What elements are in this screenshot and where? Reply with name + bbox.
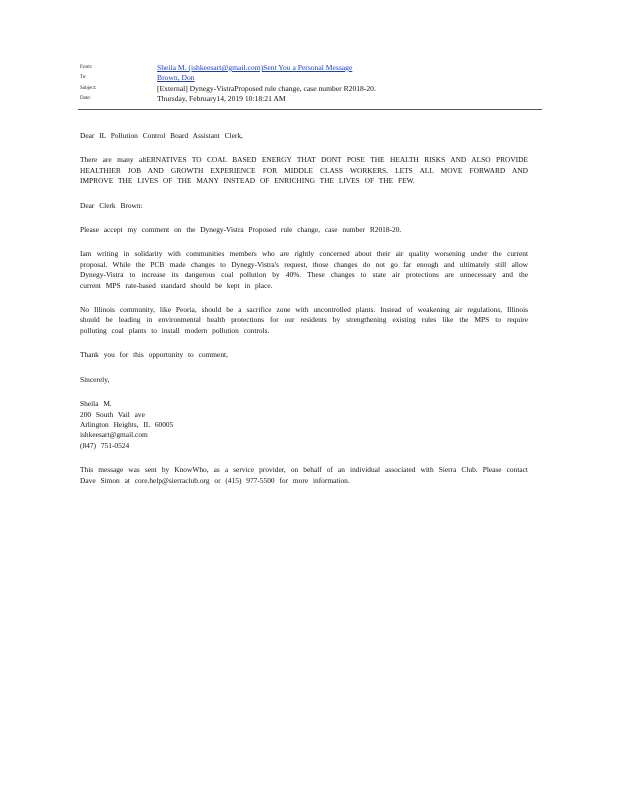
signature-street: 200 South Vail ave: [80, 409, 145, 419]
subject-value: [External] Dynegy-VistraProposed rule change, case number R2018-20.: [157, 84, 376, 93]
to-value-link[interactable]: Brown, Don: [157, 73, 195, 82]
subject-label: Subject:: [80, 86, 97, 91]
greeting-board: Dear IL Pollution Control Board Assistant Clerk,: [80, 131, 243, 140]
paragraph-alternatives: There are many altERNATIVES TO COAL BASED ENERGY THAT DONT POSE THE HEALTH RISKS AND ALSO PROVIDE HEALTHIER JOB AND GROWTH EXPERIENCE FOR MIDDLE CLASS WORKERS. LETS ALL MOVE FORWARD AND IMPROVE THE LIVES OF THE MANY INSTEAD OF ENRICHING THE LIVES OF THE FEW.: [80, 155, 528, 186]
date-value: Thursday, February14, 2019 10:18:21 AM: [157, 94, 286, 103]
to-label: To:: [80, 75, 87, 80]
signature-email: ishkeesart@gmail.com: [80, 430, 148, 440]
from-value-link[interactable]: Sheila M. (ishkeesart@gmail.com)Sent You a Personal Message: [157, 63, 353, 72]
paragraph-thanks: Thank you for this opportunity to comment,: [80, 350, 228, 360]
paragraph-comment: Please accept my comment on the Dynegy-Vistra Proposed rule change, case number R2018-20.: [80, 225, 402, 235]
header-divider: [78, 109, 542, 110]
footer-notice: This message was sent by KnowWho, as a service provider, on behalf of an individual associated with Sierra Club. Please contact Dave Simon at core.help@sierraclub.org or (415) 977-5500 for more information.: [80, 465, 528, 485]
date-label: Date:: [80, 96, 91, 101]
paragraph-solidarity: Iam writing in solidarity with communities members who are rightly concerned about their air quality worsening under the current proposal. While the PCB made changes to Dynegy-Vistra's request, those changes do not go far enough and ultimately still allow Dynegy-Vistra to increase its dangerous coal pollution by 40%. These changes to state air protections are unnecessary and the current MPS rate-based standard should be kept in place.: [80, 249, 528, 290]
paragraph-illinois: No Illinois community, like Peoria, should be a sacrifice zone with uncontrolled plants. Instead of weakening air regulations, Illinois should be leading in environmental health protections for our residents by strengthening existing rules like the MPS to require polluting coal plants to install modern pollution controls.: [80, 305, 528, 335]
email-body: [80, 131, 528, 500]
from-label: From:: [80, 65, 93, 70]
signature-name: Sheila M.: [80, 399, 112, 409]
closing: Sincerely,: [80, 374, 110, 384]
signature-city: Arlington Heights, IL 60005: [80, 419, 174, 429]
signature-phone: (847) 751-0524: [80, 440, 130, 450]
signature-block: [80, 399, 528, 451]
greeting-clerk: Dear Clerk Brown:: [80, 200, 143, 210]
